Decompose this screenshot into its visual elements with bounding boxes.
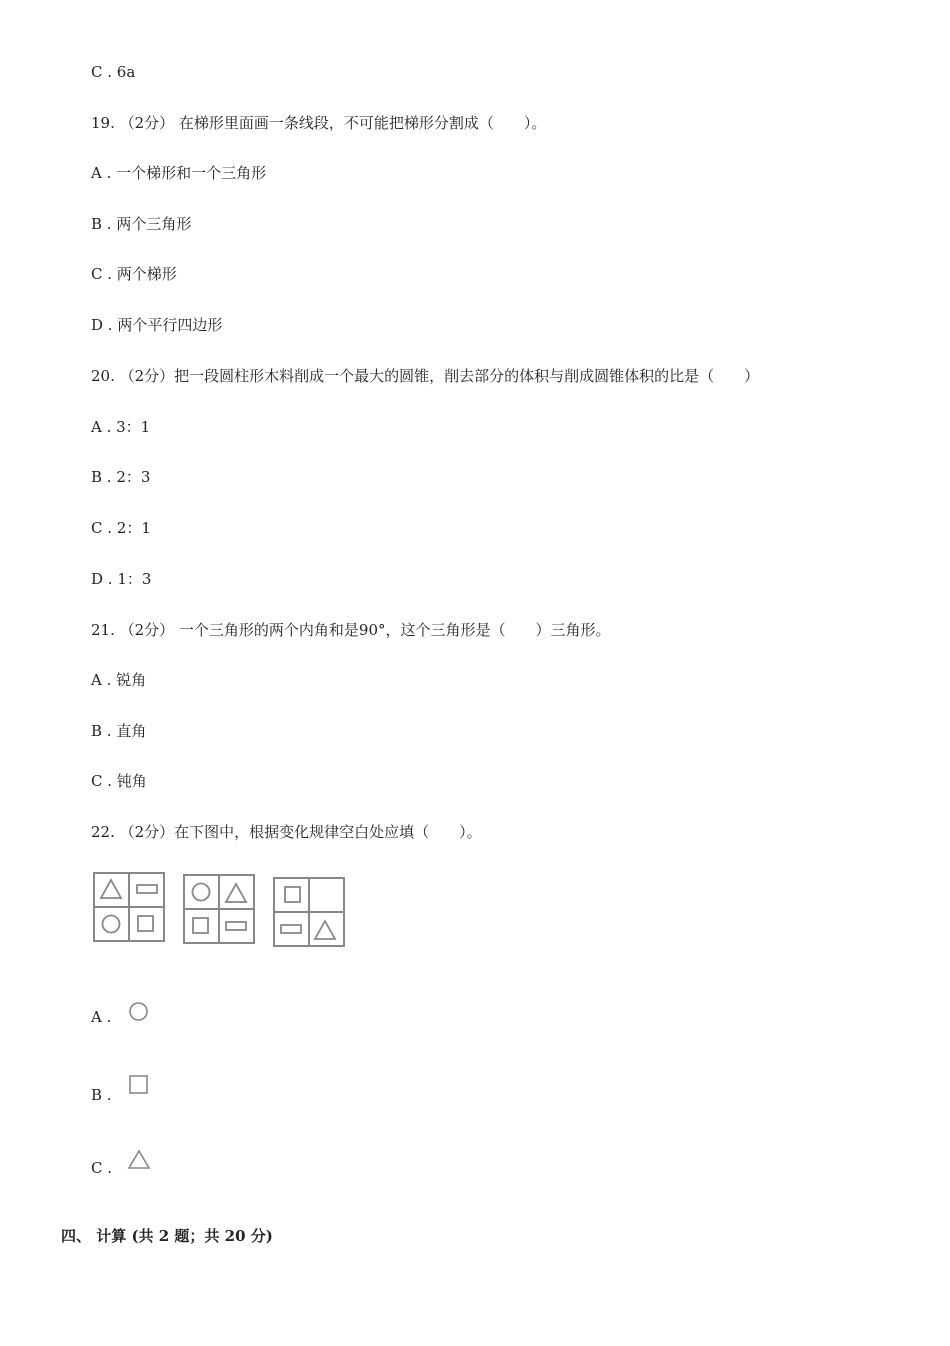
q20-option-d: D . 1：3 (91, 570, 152, 588)
triangle-icon (101, 880, 121, 898)
pattern-box-2 (184, 875, 254, 943)
circle-icon (193, 884, 210, 901)
question-20: 20. （2分）把一段圆柱形木料削成一个最大的圆锥，削去部分的体积与削成圆锥体积的比是（ ） (91, 367, 760, 385)
q19-option-a: A . 一个梯形和一个三角形 (91, 164, 267, 182)
triangle-icon (315, 921, 335, 939)
option-c-q18: C . 6a (91, 63, 136, 81)
rectangle-icon (226, 922, 246, 930)
q22-option-c-label: C . (91, 1159, 113, 1177)
q20-option-a: A . 3：1 (91, 418, 151, 436)
q19-option-d: D . 两个平行四边形 (91, 316, 223, 334)
square-icon (285, 887, 300, 902)
rectangle-icon (137, 885, 157, 893)
square-icon (138, 916, 153, 931)
q19-option-c: C . 两个梯形 (91, 265, 177, 283)
rectangle-icon (281, 925, 301, 933)
pattern-box-1 (94, 873, 164, 941)
q22-option-a-circle-icon (128, 1001, 150, 1023)
question-21: 21. （2分） 一个三角形的两个内角和是90°，这个三角形是（ ）三角形。 (91, 621, 611, 639)
q21-option-c: C . 钝角 (91, 772, 147, 790)
question-22: 22. （2分）在下图中，根据变化规律空白处应填（ ）。 (91, 823, 482, 841)
question-19: 19. （2分） 在梯形里面画一条线段，不可能把梯形分割成（ ）。 (91, 114, 547, 132)
triangle-icon (226, 884, 246, 902)
q21-option-a: A . 锐角 (91, 671, 147, 689)
q20-option-b: B . 2：3 (91, 468, 151, 486)
square-icon (193, 918, 208, 933)
q21-option-b: B . 直角 (91, 722, 147, 740)
q22-option-b-label: B . (91, 1086, 112, 1104)
q20-option-c: C . 2：1 (91, 519, 151, 537)
q22-option-c-triangle-icon (127, 1149, 153, 1171)
q22-option-a-label: A . (91, 1008, 112, 1026)
pattern-figure (92, 870, 348, 950)
circle-icon (103, 916, 120, 933)
q22-option-b-square-icon (128, 1074, 150, 1096)
section-heading: 四、 计算 (共 2 题；共 20 分) (61, 1227, 273, 1245)
pattern-box-3 (274, 878, 344, 946)
q19-option-b: B . 两个三角形 (91, 215, 192, 233)
